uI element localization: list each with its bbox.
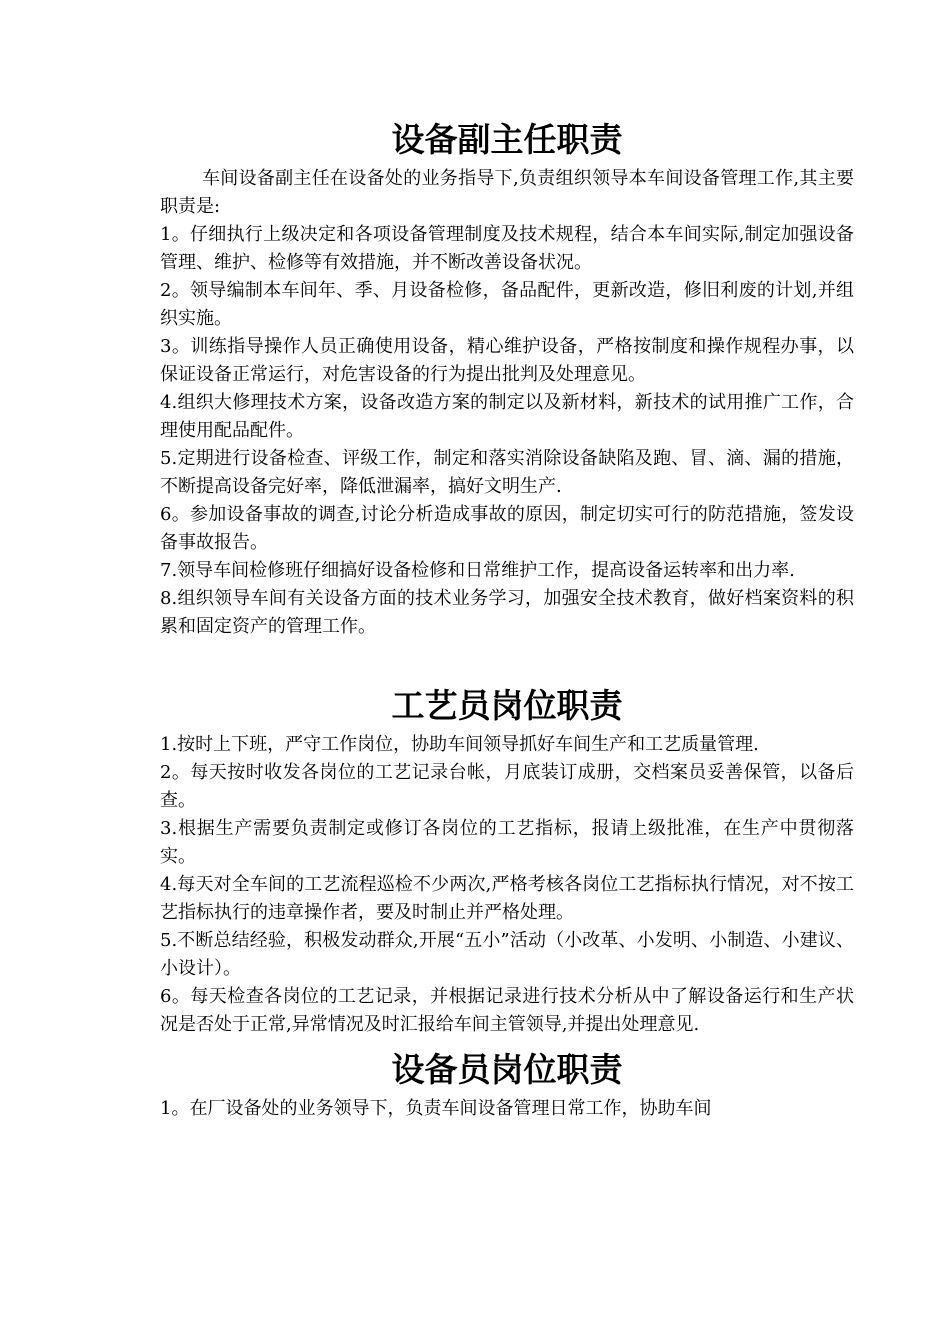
duty-item: 5.定期进行设备检查、评级工作，制定和落实消除设备缺陷及跑、冒、滴、漏的措施，不断提高设备完好率，降低泄漏率，搞好文明生产. <box>160 448 854 497</box>
section-title: 设备副主任职责 <box>391 120 623 159</box>
duty-item: 4.组织大修理技术方案，设备改造方案的制定以及新材料，新技术的试用推广工作，合理使用配品配件。 <box>160 392 854 441</box>
duty-item: 2。每天按时收发各岗位的工艺记录台帐，月底装订成册，交档案员妥善保管，以备后查。 <box>160 762 854 811</box>
duty-item: 3.根据生产需要负责制定或修订各岗位的工艺指标，报请上级批准，在生产中贯彻落实。 <box>160 818 854 867</box>
section-intro: 车间设备副主任在设备处的业务指导下,负责组织领导本车间设备管理工作,其主要职责是: <box>160 168 854 217</box>
document-page <box>160 115 854 1123</box>
duty-item: 1。在厂设备处的业务领导下，负责车间设备管理日常工作，协助车间 <box>160 1098 712 1119</box>
section-process-technician <box>160 681 854 1039</box>
duty-item: 6。每天检查各岗位的工艺记录，并根据记录进行技术分析从中了解设备运行和生产状况是否处于正常,异常情况及时汇报给车间主管领导,并提出处理意见. <box>160 986 854 1035</box>
duty-item: 4.每天对全车间的工艺流程巡检不少两次,严格考核各岗位工艺指标执行情况，对不按工艺指标执行的违章操作者，要及时制止并严格处理。 <box>160 874 854 923</box>
section-equipment-officer <box>160 1045 854 1123</box>
duty-item: 2。领导编制本车间年、季、月设备检修，备品配件，更新改造，修旧利废的计划,并组织实施。 <box>160 280 854 329</box>
duty-item: 6。参加设备事故的调查,讨论分析造成事故的原因，制定切实可行的防范措施，签发设备事故报告。 <box>160 504 854 553</box>
duty-item: 1.按时上下班，严守工作岗位，协助车间领导抓好车间生产和工艺质量管理. <box>160 734 759 755</box>
duty-item: 1。仔细执行上级决定和各项设备管理制度及技术规程，结合本车间实际,制定加强设备管理、维护、检修等有效措施，并不断改善设备状况。 <box>160 224 854 273</box>
duty-item: 7.领导车间检修班仔细搞好设备检修和日常维护工作，提高设备运转率和出力率. <box>160 560 795 581</box>
duty-item: 3。训练指导操作人员正确使用设备，精心维护设备，严格按制度和操作规程办事，以保证设备正常运行，对危害设备的行为提出批判及处理意见。 <box>160 336 854 385</box>
section-title: 设备员岗位职责 <box>391 1050 623 1089</box>
section-equipment-deputy-director <box>160 115 854 641</box>
duty-item: 5.不断总结经验，积极发动群众,开展“五小”活动（小改革、小发明、小制造、小建议、小设计）。 <box>160 930 854 979</box>
section-spacer <box>160 641 854 681</box>
duty-item: 8.组织领导车间有关设备方面的技术业务学习，加强安全技术教育，做好档案资料的积累和固定资产的管理工作。 <box>160 588 854 637</box>
section-title: 工艺员岗位职责 <box>391 686 623 725</box>
